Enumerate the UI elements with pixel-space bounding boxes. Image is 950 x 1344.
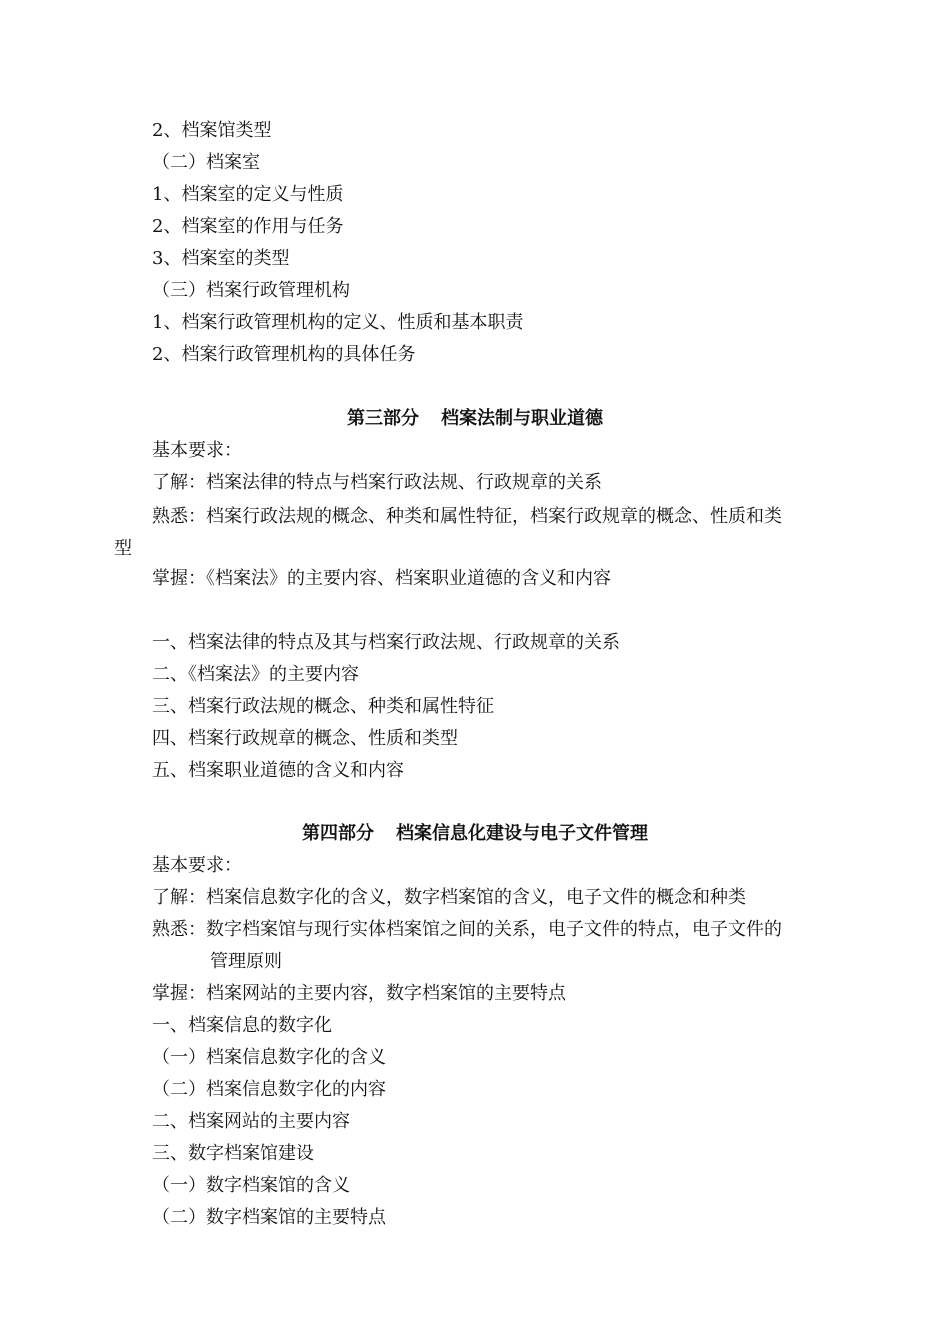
outline-item: （二）档案室 <box>152 152 260 173</box>
understand-requirement: 了解：档案法律的特点与档案行政法规、行政规章的关系 <box>152 472 602 493</box>
outline-item: 2、档案馆类型 <box>152 120 272 141</box>
familiar-requirement: 熟悉：数字档案馆与现行实体档案馆之间的关系，电子文件的特点，电子文件的 <box>152 919 782 940</box>
outline-item: 五、档案职业道德的含义和内容 <box>152 760 404 781</box>
part3-heading-part: 第三部分 <box>347 408 419 429</box>
master-requirement: 掌握：《档案法》的主要内容、档案职业道德的含义和内容 <box>152 568 611 589</box>
outline-item: 1、档案行政管理机构的定义、性质和基本职责 <box>152 312 524 333</box>
outline-item: 三、数字档案馆建设 <box>152 1143 314 1164</box>
familiar-requirement: 熟悉：档案行政法规的概念、种类和属性特征，档案行政规章的概念、性质和类 <box>152 506 782 527</box>
outline-item: 3、档案室的类型 <box>152 248 290 269</box>
outline-item: 一、档案信息的数字化 <box>152 1015 332 1036</box>
outline-item: 1、档案室的定义与性质 <box>152 184 344 205</box>
outline-item: （三）档案行政管理机构 <box>152 280 350 301</box>
part4-heading-part: 第四部分 <box>302 823 374 844</box>
requirements-label: 基本要求： <box>152 855 242 876</box>
outline-item: （二）数字档案馆的主要特点 <box>152 1207 386 1228</box>
master-requirement: 掌握：档案网站的主要内容，数字档案馆的主要特点 <box>152 983 566 1004</box>
outline-item: 二、《档案法》的主要内容 <box>152 664 359 685</box>
outline-item: 四、档案行政规章的概念、性质和类型 <box>152 728 458 749</box>
outline-item: （一）档案信息数字化的含义 <box>152 1047 386 1068</box>
understand-requirement: 了解：档案信息数字化的含义，数字档案馆的含义，电子文件的概念和种类 <box>152 887 746 908</box>
part3-heading-title: 档案法制与职业道德 <box>441 408 603 429</box>
outline-item: 二、档案网站的主要内容 <box>152 1111 350 1132</box>
familiar-requirement-continued: 管理原则 <box>210 951 282 972</box>
part4-heading <box>0 822 950 846</box>
outline-item: （一）数字档案馆的含义 <box>152 1175 350 1196</box>
outline-item: （二）档案信息数字化的内容 <box>152 1079 386 1100</box>
outline-item: 一、档案法律的特点及其与档案行政法规、行政规章的关系 <box>152 632 620 653</box>
outline-item: 2、档案行政管理机构的具体任务 <box>152 344 416 365</box>
requirements-label: 基本要求： <box>152 440 242 461</box>
familiar-requirement-continued: 型 <box>114 538 132 559</box>
outline-item: 2、档案室的作用与任务 <box>152 216 344 237</box>
part3-heading <box>0 407 950 431</box>
outline-item: 三、档案行政法规的概念、种类和属性特征 <box>152 696 494 717</box>
part4-heading-title: 档案信息化建设与电子文件管理 <box>396 823 648 844</box>
